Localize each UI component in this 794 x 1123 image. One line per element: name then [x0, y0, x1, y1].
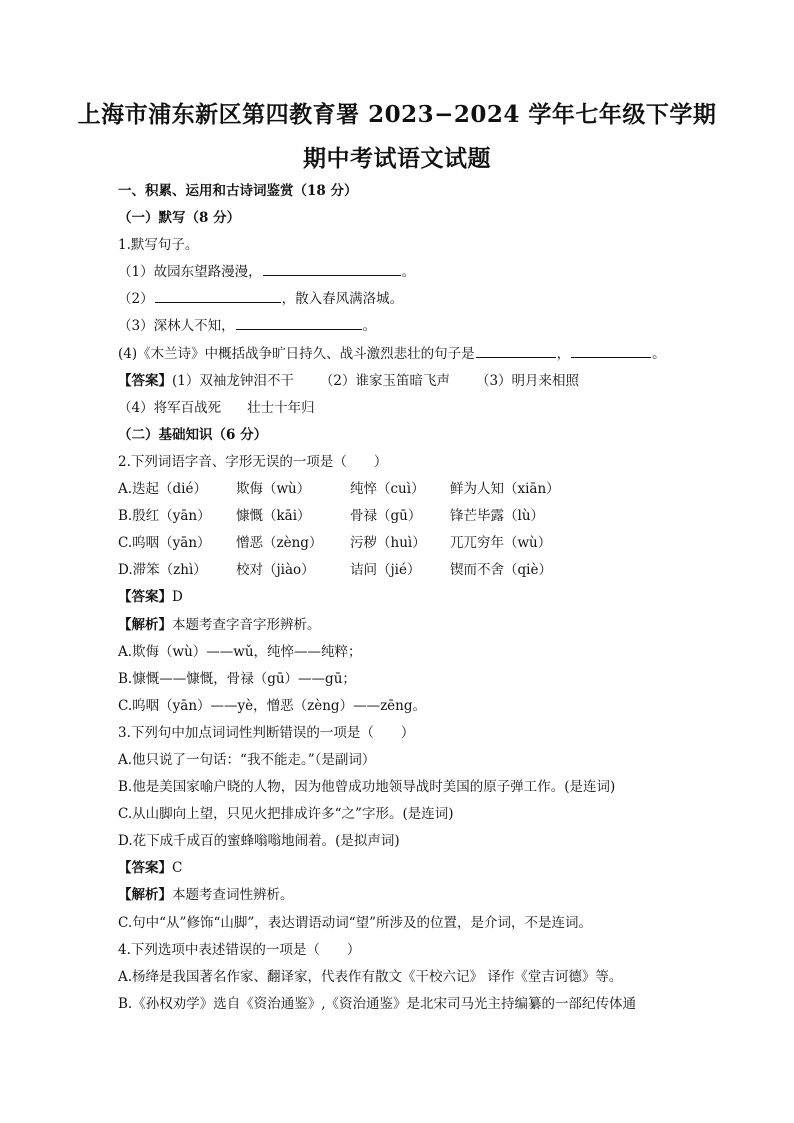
document-title-line-1: 上海市浦东新区第四教育署 2023−2024 学年七年级下学期 [77, 101, 717, 128]
question-stem: 2.下列词语字音、字形无误的一项是（ ） [118, 453, 388, 470]
option-line: D.花下成千成百的蜜蜂嗡嗡地闹着。(是拟声词) [118, 833, 400, 850]
item-text: 。 [362, 318, 377, 335]
analysis-note: C.句中“从”修饰“山脚”，表达谓语动词“望”所涉及的位置，是介词，不是连词。 [118, 914, 593, 931]
option-line: C.从山脚向上望，只见火把排成许多“之”字形。(是连词) [118, 806, 454, 823]
answer-line [118, 395, 698, 422]
item-text: 。 [401, 264, 416, 281]
option-cell: 锲而不舍（qiè） [450, 562, 552, 579]
answer-text: （3）明月来相照 [475, 372, 580, 389]
answer-text: 壮士十年归 [247, 399, 315, 416]
section-heading: 一、积累、运用和古诗词鉴赏（18 分） [118, 183, 358, 199]
item-text: （3）深林人不知， [118, 318, 235, 335]
answer-tag: 【答案】 [118, 372, 172, 389]
option-row [118, 557, 698, 584]
answer-text: （4）将军百战死 [118, 399, 222, 416]
option-row [118, 476, 698, 503]
answer-text: （2）谁家玉笛暗飞声 [319, 372, 450, 389]
part-heading: （二）基础知识（6 分） [118, 426, 268, 443]
question-stem: 1.默写句子。 [118, 237, 199, 254]
part-heading: （一）默写（8 分） [118, 210, 241, 227]
answer-line [118, 584, 698, 611]
document-body [118, 178, 698, 1018]
analysis-tag: 【解析】 [118, 616, 172, 633]
option-cell: 校对（jiào） [236, 562, 315, 579]
option-cell: 鲜为人知（xiān） [450, 481, 560, 498]
analysis-note: C.呜咽（yān）——yè，憎恶（zèng）——zēng。 [118, 697, 427, 714]
answer-tag: 【答案】 [118, 589, 172, 606]
option-line: A.杨绛是我国著名作家、翻译家，代表作有散文《干校六记》 译作《堂吉诃德》等。 [118, 968, 623, 985]
option-cell: C.呜咽（yān） [118, 535, 211, 552]
option-cell: 兀兀穷年（wù） [450, 535, 552, 552]
analysis-text: 本题考查字音字形辨析。 [172, 616, 321, 633]
question-item [118, 259, 698, 286]
item-text: ， [556, 345, 571, 362]
option-cell: 诘问（jié） [350, 562, 421, 579]
option-cell: A.迭起（dié） [118, 481, 207, 498]
option-row [118, 530, 698, 557]
item-text: 。 [652, 345, 666, 362]
analysis-note: B.慷慨——慷慨，骨禄（gū）——gū； [118, 670, 356, 687]
answer-blank [236, 315, 362, 330]
option-row [118, 503, 698, 530]
option-cell: D.滞笨（zhì） [118, 562, 207, 579]
option-cell: 骨禄（gū） [350, 508, 422, 525]
answer-blank [476, 343, 556, 358]
answer-blank [571, 343, 651, 358]
answer-text: C [172, 860, 183, 877]
option-line: B.他是美国家喻户晓的人物，因为他曾成功地领导战时美国的原子弹工作。(是连词) [118, 779, 616, 796]
option-line: A.他只说了一句话：“我不能走。”（是副词） [118, 751, 376, 768]
option-cell: 慷慨（kāi） [236, 508, 311, 525]
option-cell: 欺侮（wù） [236, 481, 311, 498]
analysis-line [118, 612, 698, 639]
item-text: (4)《木兰诗》中概括战争旷日持久、战斗激烈悲壮的句子是 [118, 345, 475, 362]
analysis-tag: 【解析】 [118, 887, 172, 904]
answer-blank [263, 261, 401, 276]
option-cell: 纯悴（cuì） [350, 481, 425, 498]
question-item [118, 313, 698, 340]
answer-tag: 【答案】 [118, 860, 172, 877]
answer-blank [155, 288, 281, 303]
answer-text: (1）双袖龙钟泪不干 [172, 372, 294, 389]
option-cell: 锋芒毕露（lù） [450, 508, 545, 525]
analysis-text: 本题考查词性辨析。 [172, 887, 294, 904]
answer-line [118, 368, 698, 395]
document-title-line-2: 期中考试语文试题 [303, 145, 491, 172]
question-item [118, 286, 698, 313]
question-stem: 3.下列句中加点词词性判断错误的一项是（ ） [118, 724, 415, 741]
answer-line [118, 855, 698, 882]
analysis-line [118, 882, 698, 909]
item-text: （2） [118, 291, 154, 308]
question-stem: 4.下列选项中表述错误的一项是（ ） [118, 941, 361, 958]
option-line: B.《孙权劝学》选自《资治通鉴》,《资治通鉴》是北宋司马光主持编纂的一部纪传体通 [118, 995, 637, 1012]
item-text: （1）故园东望路漫漫， [118, 264, 262, 281]
answer-text: D [172, 589, 183, 606]
option-cell: B.殷红（yān） [118, 508, 211, 525]
option-cell: 污秽（huì） [350, 535, 426, 552]
item-text: ，散入春风满洛城。 [281, 291, 404, 308]
option-cell: 憎恶（zèng） [236, 535, 323, 552]
analysis-note: A.欺侮（wù）——wǔ，纯悴——纯粹； [118, 643, 362, 660]
question-item [118, 341, 698, 368]
